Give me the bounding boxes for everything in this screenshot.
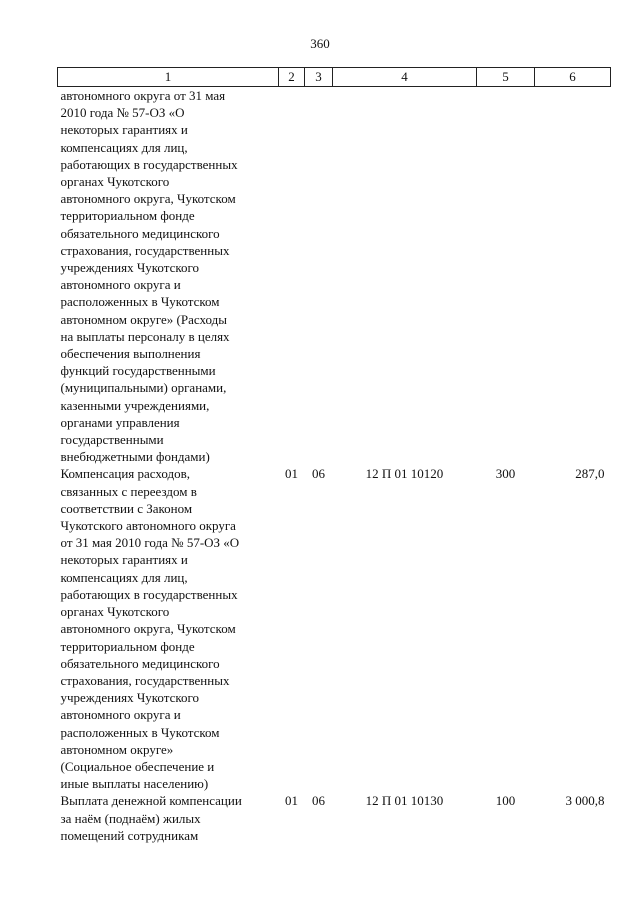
description-line: казенными учреждениями, <box>60 397 210 413</box>
description-line: работающих в государственных <box>60 156 238 172</box>
description-line: территориальном фонде <box>60 208 195 224</box>
description-line: органах Чукотского <box>60 174 170 190</box>
description-line: органах Чукотского <box>60 604 170 620</box>
expense-type-code: 100 <box>495 793 516 809</box>
description-line: обеспечения выполнения <box>60 346 201 362</box>
description-line: иные выплаты населению) <box>60 776 209 792</box>
description-line: автономного округа от 31 мая <box>60 88 226 103</box>
page-number: 360 <box>310 36 330 51</box>
table-row <box>58 792 611 844</box>
description-line: Компенсация расходов, <box>60 466 191 482</box>
description-line: страхования, государственных <box>60 242 230 258</box>
description-line: страхования, государственных <box>60 672 230 688</box>
amount-value: 3 000,8 <box>565 793 605 809</box>
column-header-4: 4 <box>333 68 477 87</box>
column-header-6: 6 <box>535 68 611 87</box>
description-line: некоторых гарантиях и <box>60 552 188 568</box>
column-header-3: 3 <box>305 68 333 87</box>
target-article-code: 12 П 01 10130 <box>365 793 444 809</box>
amount-value <box>535 87 611 466</box>
table-row <box>58 465 611 792</box>
amount-value: 287,0 <box>575 466 605 482</box>
description-line: соответствии с Законом <box>60 500 193 516</box>
description-line: функций государственными <box>60 363 216 379</box>
description-line: внебюджетными фондами) <box>60 449 210 465</box>
section-code: 01 <box>285 793 298 809</box>
description-line: государственными <box>60 432 164 448</box>
description-line: некоторых гарантиях и <box>60 122 188 138</box>
table-row <box>58 87 611 466</box>
description-line: расположенных в Чукотском <box>60 294 220 310</box>
description-line: (муниципальными) органами, <box>60 380 227 396</box>
expense-type-code: 300 <box>495 466 516 482</box>
description-line: автономном округе» (Расходы <box>60 311 227 327</box>
budget-table <box>57 67 611 844</box>
row-description <box>58 87 279 466</box>
section-code: 01 <box>285 466 298 482</box>
expense-type-code <box>477 87 535 466</box>
description-line: расположенных в Чукотском <box>60 724 220 740</box>
description-line: обязательного медицинского <box>60 655 220 671</box>
description-line: автономного округа, Чукотском <box>60 191 236 207</box>
row-description <box>58 792 279 844</box>
description-line: компенсациях для лиц, <box>60 569 188 585</box>
column-header-5: 5 <box>477 68 535 87</box>
column-header-1: 1 <box>58 68 279 87</box>
description-line: Выплата денежной компенсации <box>60 793 242 809</box>
description-line: органами управления <box>60 414 180 430</box>
description-line: от 31 мая 2010 года № 57-ОЗ «О <box>60 535 240 551</box>
description-line: территориальном фонде <box>60 638 195 654</box>
description-line: автономном округе» <box>60 741 174 757</box>
description-line: автономного округа, Чукотском <box>60 621 236 637</box>
description-line: (Социальное обеспечение и <box>60 758 215 774</box>
description-line: помещений сотрудникам <box>60 827 199 843</box>
description-line: учреждениях Чукотского <box>60 690 200 706</box>
description-line: автономного округа и <box>60 707 181 723</box>
subsection-code: 06 <box>312 793 325 809</box>
column-header-2: 2 <box>279 68 305 87</box>
description-line: за наём (поднаём) жилых <box>60 810 201 826</box>
description-line: связанных с переездом в <box>60 483 197 499</box>
subsection-code <box>305 87 333 466</box>
description-line: компенсациях для лиц, <box>60 139 188 155</box>
description-line: учреждениях Чукотского <box>60 260 200 276</box>
description-line: обязательного медицинского <box>60 225 220 241</box>
description-line: 2010 года № 57-ОЗ «О <box>60 105 185 121</box>
target-article-code <box>333 87 477 466</box>
description-line: Чукотского автономного округа <box>60 518 236 534</box>
table-body <box>58 87 611 844</box>
section-code <box>279 87 305 466</box>
target-article-code: 12 П 01 10120 <box>365 466 444 482</box>
description-line: работающих в государственных <box>60 586 238 602</box>
table-header-row <box>58 68 611 87</box>
description-line: автономного округа и <box>60 277 181 293</box>
description-line: на выплаты персоналу в целях <box>60 328 230 344</box>
subsection-code: 06 <box>312 466 325 482</box>
row-description <box>58 465 279 792</box>
